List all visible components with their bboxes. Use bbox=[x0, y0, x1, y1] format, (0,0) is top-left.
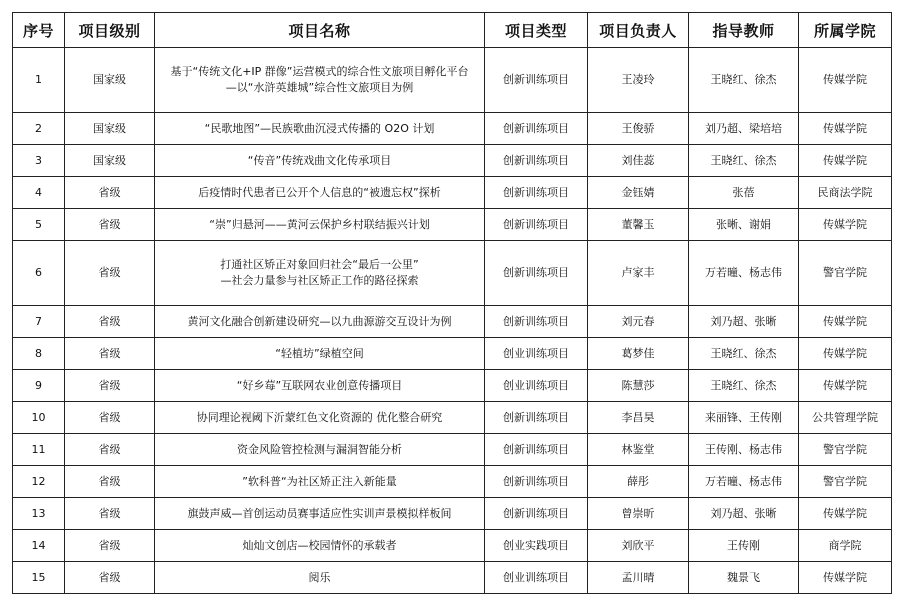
cell-type: 创新训练项目 bbox=[485, 48, 588, 113]
cell-advisor: 万若曈、杨志伟 bbox=[689, 466, 799, 498]
cell-level: 国家级 bbox=[65, 145, 155, 177]
cell-college: 传媒学院 bbox=[799, 306, 892, 338]
table-row bbox=[13, 48, 892, 113]
cell-seq: 2 bbox=[13, 113, 65, 145]
cell-seq: 10 bbox=[13, 402, 65, 434]
cell-level: 省级 bbox=[65, 338, 155, 370]
cell-type: 创新训练项目 bbox=[485, 241, 588, 306]
cell-leader: 金钰婧 bbox=[588, 177, 689, 209]
header-name: 项目名称 bbox=[155, 13, 485, 48]
cell-leader: 刘欣平 bbox=[588, 530, 689, 562]
cell-type: 创新训练项目 bbox=[485, 209, 588, 241]
cell-advisor: 张晰、谢娟 bbox=[689, 209, 799, 241]
cell-type: 创新训练项目 bbox=[485, 402, 588, 434]
table-row bbox=[13, 113, 892, 145]
cell-type: 创新训练项目 bbox=[485, 145, 588, 177]
cell-level: 省级 bbox=[65, 306, 155, 338]
project-name-line: 阅乐 bbox=[308, 570, 331, 584]
header-advisor: 指导教师 bbox=[689, 13, 799, 48]
cell-leader: 卢家丰 bbox=[588, 241, 689, 306]
cell-name bbox=[155, 48, 485, 113]
project-name-line: ”软科普“为社区矫正注入新能量 bbox=[242, 474, 397, 488]
cell-seq: 8 bbox=[13, 338, 65, 370]
cell-name bbox=[155, 434, 485, 466]
cell-level: 省级 bbox=[65, 370, 155, 402]
cell-college: 传媒学院 bbox=[799, 113, 892, 145]
cell-leader: 刘佳蕊 bbox=[588, 145, 689, 177]
cell-type: 创新训练项目 bbox=[485, 113, 588, 145]
cell-name bbox=[155, 530, 485, 562]
cell-advisor: 王晓红、徐杰 bbox=[689, 370, 799, 402]
table-row bbox=[13, 402, 892, 434]
cell-seq: 11 bbox=[13, 434, 65, 466]
cell-name bbox=[155, 241, 485, 306]
cell-college: 警官学院 bbox=[799, 466, 892, 498]
cell-seq: 13 bbox=[13, 498, 65, 530]
table-row bbox=[13, 145, 892, 177]
cell-name bbox=[155, 466, 485, 498]
cell-level: 省级 bbox=[65, 562, 155, 594]
cell-college: 传媒学院 bbox=[799, 498, 892, 530]
cell-level: 省级 bbox=[65, 498, 155, 530]
cell-name bbox=[155, 209, 485, 241]
cell-college: 传媒学院 bbox=[799, 562, 892, 594]
cell-name bbox=[155, 145, 485, 177]
cell-leader: 林鉴堂 bbox=[588, 434, 689, 466]
cell-college: 传媒学院 bbox=[799, 145, 892, 177]
cell-college: 传媒学院 bbox=[799, 370, 892, 402]
cell-advisor: 刘乃超、梁培培 bbox=[689, 113, 799, 145]
table-row bbox=[13, 562, 892, 594]
cell-level: 国家级 bbox=[65, 113, 155, 145]
cell-advisor: 王晓红、徐杰 bbox=[689, 145, 799, 177]
cell-seq: 9 bbox=[13, 370, 65, 402]
cell-leader: 薛彤 bbox=[588, 466, 689, 498]
project-table bbox=[12, 12, 892, 594]
project-name-line: —以“水浒英雄城”综合性文旅项目为例 bbox=[225, 81, 414, 94]
cell-college: 警官学院 bbox=[799, 434, 892, 466]
cell-college: 商学院 bbox=[799, 530, 892, 562]
cell-seq: 14 bbox=[13, 530, 65, 562]
project-name-line: “好乡莓”互联网农业创意传播项目 bbox=[236, 378, 403, 392]
cell-name bbox=[155, 562, 485, 594]
project-name-line: “传音”传统戏曲文化传承项目 bbox=[247, 153, 392, 167]
cell-college: 传媒学院 bbox=[799, 209, 892, 241]
project-name-line: “民歌地图”—民族歌曲沉浸式传播的 O2O 计划 bbox=[204, 121, 435, 135]
cell-college: 传媒学院 bbox=[799, 48, 892, 113]
cell-leader: 王俊骄 bbox=[588, 113, 689, 145]
table-row bbox=[13, 209, 892, 241]
cell-name bbox=[155, 338, 485, 370]
cell-level: 省级 bbox=[65, 241, 155, 306]
cell-advisor: 万若曈、杨志伟 bbox=[689, 241, 799, 306]
cell-type: 创新训练项目 bbox=[485, 306, 588, 338]
cell-type: 创业训练项目 bbox=[485, 562, 588, 594]
cell-type: 创业训练项目 bbox=[485, 338, 588, 370]
project-name-line: 协同理论视阈下沂蒙红色文化资源的 优化整合研究 bbox=[196, 410, 443, 424]
cell-advisor: 魏景飞 bbox=[689, 562, 799, 594]
cell-college: 公共管理学院 bbox=[799, 402, 892, 434]
project-name-line: 黄河文化融合创新建设研究—以九曲源游交互设计为例 bbox=[187, 314, 452, 328]
table-body bbox=[13, 48, 892, 594]
cell-type: 创新训练项目 bbox=[485, 434, 588, 466]
cell-name bbox=[155, 370, 485, 402]
cell-level: 省级 bbox=[65, 466, 155, 498]
cell-advisor: 王传刚、杨志伟 bbox=[689, 434, 799, 466]
project-name-line: “崇”归悬河——黄河云保护乡村联结振兴计划 bbox=[209, 217, 430, 231]
cell-seq: 5 bbox=[13, 209, 65, 241]
cell-leader: 王凌玲 bbox=[588, 48, 689, 113]
cell-leader: 李昌昊 bbox=[588, 402, 689, 434]
cell-advisor: 王晓红、徐杰 bbox=[689, 48, 799, 113]
cell-seq: 1 bbox=[13, 48, 65, 113]
header-college: 所属学院 bbox=[799, 13, 892, 48]
cell-seq: 15 bbox=[13, 562, 65, 594]
cell-advisor: 来丽锋、王传刚 bbox=[689, 402, 799, 434]
cell-seq: 12 bbox=[13, 466, 65, 498]
project-name-line: —社会力量参与社区矫正工作的路径探索 bbox=[220, 274, 419, 287]
header-type: 项目类型 bbox=[485, 13, 588, 48]
cell-name bbox=[155, 306, 485, 338]
cell-name bbox=[155, 402, 485, 434]
table-row bbox=[13, 466, 892, 498]
project-name-line: “轻植坊”绿植空间 bbox=[275, 346, 364, 360]
cell-type: 创新训练项目 bbox=[485, 177, 588, 209]
cell-name bbox=[155, 498, 485, 530]
cell-type: 创业实践项目 bbox=[485, 530, 588, 562]
table-row bbox=[13, 306, 892, 338]
cell-seq: 3 bbox=[13, 145, 65, 177]
project-name-line: 资金风险管控检测与漏洞智能分析 bbox=[237, 442, 402, 456]
cell-name bbox=[155, 113, 485, 145]
cell-level: 省级 bbox=[65, 434, 155, 466]
project-name-line: 灿灿文创店—校园情怀的承载者 bbox=[242, 538, 397, 552]
project-name-line: 基于“传统文化+IP 群像”运营模式的综合性文旅项目孵化平台 bbox=[170, 65, 469, 78]
table-row bbox=[13, 177, 892, 209]
project-name-line: 后疫情时代患者已公开个人信息的“被遗忘权”探析 bbox=[198, 185, 441, 199]
cell-advisor: 张蓓 bbox=[689, 177, 799, 209]
cell-type: 创新训练项目 bbox=[485, 498, 588, 530]
cell-level: 国家级 bbox=[65, 48, 155, 113]
cell-leader: 葛梦佳 bbox=[588, 338, 689, 370]
cell-seq: 7 bbox=[13, 306, 65, 338]
table-row bbox=[13, 241, 892, 306]
cell-type: 创业训练项目 bbox=[485, 370, 588, 402]
cell-leader: 孟川晴 bbox=[588, 562, 689, 594]
project-name-line: 旗鼓声威—首创运动员赛事适应性实训声景模拟样板间 bbox=[187, 506, 452, 520]
header-level: 项目级别 bbox=[65, 13, 155, 48]
cell-college: 警官学院 bbox=[799, 241, 892, 306]
cell-advisor: 王传刚 bbox=[689, 530, 799, 562]
cell-leader: 陈慧莎 bbox=[588, 370, 689, 402]
cell-college: 传媒学院 bbox=[799, 338, 892, 370]
header-seq: 序号 bbox=[13, 13, 65, 48]
cell-level: 省级 bbox=[65, 402, 155, 434]
cell-advisor: 刘乃超、张晰 bbox=[689, 306, 799, 338]
cell-leader: 刘元春 bbox=[588, 306, 689, 338]
table-row bbox=[13, 498, 892, 530]
header-leader: 项目负责人 bbox=[588, 13, 689, 48]
cell-advisor: 刘乃超、张晰 bbox=[689, 498, 799, 530]
cell-level: 省级 bbox=[65, 530, 155, 562]
cell-type: 创新训练项目 bbox=[485, 466, 588, 498]
cell-college: 民商法学院 bbox=[799, 177, 892, 209]
cell-level: 省级 bbox=[65, 177, 155, 209]
cell-leader: 曾崇昕 bbox=[588, 498, 689, 530]
project-name-line: 打通社区矫正对象回归社会“最后一公里” bbox=[220, 258, 419, 271]
cell-leader: 董馨玉 bbox=[588, 209, 689, 241]
cell-advisor: 王晓红、徐杰 bbox=[689, 338, 799, 370]
table-row bbox=[13, 338, 892, 370]
cell-seq: 4 bbox=[13, 177, 65, 209]
table-row bbox=[13, 434, 892, 466]
cell-seq: 6 bbox=[13, 241, 65, 306]
table-row bbox=[13, 530, 892, 562]
header-row bbox=[13, 13, 892, 48]
cell-level: 省级 bbox=[65, 209, 155, 241]
table-row bbox=[13, 370, 892, 402]
cell-name bbox=[155, 177, 485, 209]
